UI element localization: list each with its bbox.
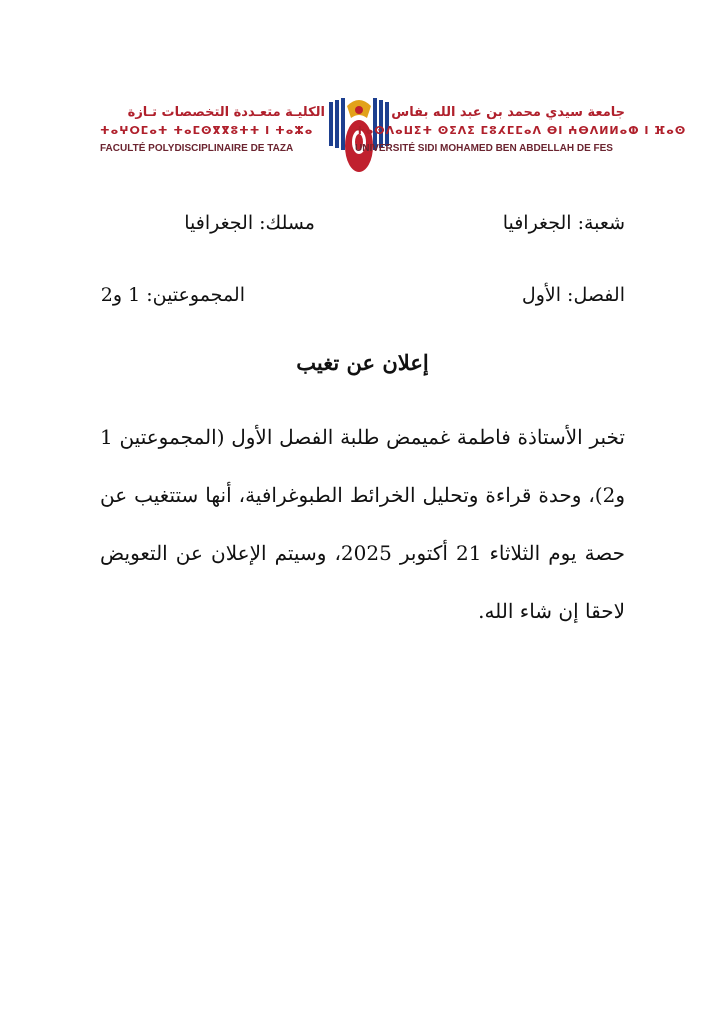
branch-label: شعبة: الجغرافيا (502, 212, 625, 234)
university-name-french: UNIVERSITÉ SIDI MOHAMED BEN ABDELLAH DE FES (355, 143, 613, 154)
track-label: مسلك: الجغرافيا (184, 212, 315, 234)
semester-label: الفصل: الأول (521, 284, 625, 306)
university-name-tifinagh: ⵜⴰⵙⴷⴰⵡⵉⵜ ⵙⵉⴷⵉ ⵎⵓⵃⵎⵎⴰⴷ ⴱⵏ ⵄⴱⴷⵍⵍⴰⵀ ⵏ ⴼⴰⵙ (355, 124, 687, 137)
notice-body: تخبر الأستاذة فاطمة غميمض طلبة الفصل الأول (المجموعتين 1 و2)، وحدة قراءة وتحليل الخرائط الطبوغرافية، أنها ستتغيب عن حصة يوم الثلاثاء 21 أكتوبر 2025، وسيتم الإعلان عن التعويض لاحقا إن شاء الله. (100, 425, 626, 623)
faculty-name-tifinagh: ⵜⴰⵖⵔⵎⴰⵜ ⵜⴰⵎⵙⴳⴳⵓⵜⵜ ⵏ ⵜⴰⵣⴰ (100, 124, 314, 137)
faculty-name-french: FACULTÉ POLYDISCIPLINAIRE DE TAZA (100, 143, 294, 154)
page-title: إعلان عن تغيب (296, 350, 429, 375)
university-block (355, 104, 687, 158)
university-name-arabic: جامعة سيدي محمد بن عبد الله بفاس (391, 105, 625, 120)
groups-label: المجموعتين: 1 و2 (100, 284, 245, 306)
faculty-name-arabic: الكليـة متعـددة التخصصات تـازة (127, 105, 325, 120)
faculty-block (100, 104, 325, 158)
letterhead (100, 96, 687, 176)
